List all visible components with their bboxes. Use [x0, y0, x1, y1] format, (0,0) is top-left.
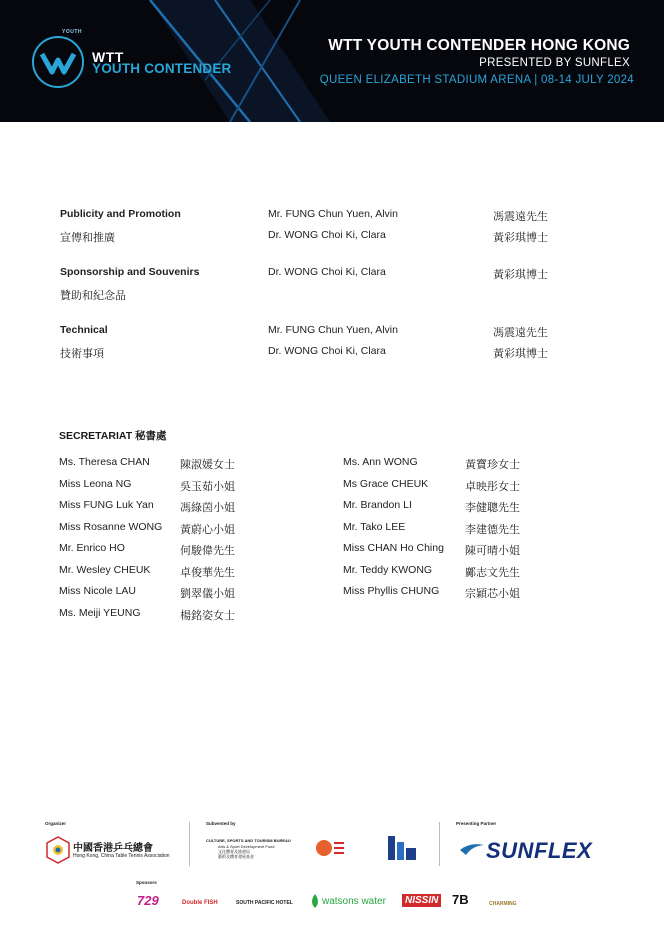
watsons-drop-icon [308, 893, 322, 909]
secretariat-name: Ms. Theresa CHAN [59, 456, 150, 468]
secretariat-name: Miss Nicole LAU [59, 585, 137, 597]
secretariat-name: Ms. Meiji YEUNG [59, 607, 141, 619]
sponsor-7b: 7B [452, 892, 469, 907]
sponsor-double-fish: Double FISH [182, 900, 218, 906]
subvented-line1: CULTURE, SPORTS AND TOURISM BUREAU [206, 838, 291, 843]
member-name: Dr. WONG Choi Ki, Clara [268, 229, 386, 241]
secretariat-name-zh: 陳可晴小姐 [465, 544, 520, 557]
secretariat-name-zh: 宗穎芯小姐 [465, 587, 520, 600]
secretariat-name: Ms. Ann WONG [343, 456, 418, 468]
logo-wtt: WTT [92, 49, 124, 65]
subvented-label: Subvented by [206, 821, 236, 826]
event-title: WTT YOUTH CONTENDER HONG KONG [328, 37, 630, 54]
secretariat-name-zh: 劉翠儀小姐 [180, 587, 235, 600]
member-name: Dr. WONG Choi Ki, Clara [268, 266, 386, 278]
sponsor-watsons-water: watsons water [322, 896, 386, 907]
secretariat-name: Mr. Wesley CHEUK [59, 564, 151, 576]
organizer-name-zh: 中國香港乒乓總會 [73, 843, 153, 854]
subvented-line2: Arts & Sport Development Fund [218, 844, 275, 849]
secretariat-name-zh: 黃蔚心小姐 [180, 523, 235, 536]
secretariat-name: Mr. Tako LEE [343, 521, 406, 533]
committee-label-en: Technical [60, 324, 108, 336]
organizer-name-en: Hong Kong, China Table Tennis Association [73, 853, 170, 859]
secretariat-name-zh: 李建德先生 [465, 523, 520, 536]
secretariat-name-zh: 黃寶珍女士 [465, 458, 520, 471]
event-venue: QUEEN ELIZABETH STADIUM ARENA | 08-14 JULY 2024 [319, 74, 634, 86]
header-banner [0, 0, 664, 122]
member-name-zh: 馮震遠先生 [493, 326, 548, 339]
hk-sports-logo-icon [384, 833, 420, 863]
secretariat-name-zh: 卓俊華先生 [180, 566, 235, 579]
subvented-line4: 藝術及體育發展基金 [218, 854, 254, 859]
secretariat-name: Miss Phyllis CHUNG [343, 585, 440, 597]
secretariat-name-zh: 吳玉茹小姐 [180, 480, 235, 493]
member-name-zh: 馮震遠先生 [493, 210, 548, 223]
member-name-zh: 黃彩琪博士 [493, 231, 548, 244]
committee-label-en: Sponsorship and Souvenirs [60, 266, 200, 278]
sunflex-swoosh-icon [458, 841, 486, 857]
secretariat-name-zh: 鄺志文先生 [465, 566, 520, 579]
sponsor-charming: CHARMING [489, 901, 517, 907]
secretariat-name-zh: 卓映彤女士 [465, 480, 520, 493]
secretariat-name-zh: 陳淑媛女士 [180, 458, 235, 471]
secretariat-name-zh: 馮綠茵小姐 [180, 501, 235, 514]
secretariat-name-zh: 李健聰先生 [465, 501, 520, 514]
sunflex-logo: SUNFLEX [486, 838, 593, 863]
member-name-zh: 黃彩琪博士 [493, 347, 548, 360]
secretariat-name: Miss FUNG Luk Yan [59, 499, 154, 511]
committee-label-zh: 技術事項 [60, 347, 104, 360]
sponsors-label: Sponsors [136, 880, 157, 885]
wtt-logo-icon [30, 34, 86, 90]
sponsor-south-pacific-hotel: SOUTH PACIFIC HOTEL [236, 900, 293, 906]
member-name: Mr. FUNG Chun Yuen, Alvin [268, 208, 398, 220]
secretariat-name: Ms Grace CHEUK [343, 478, 429, 490]
member-name-zh: 黃彩琪博士 [493, 268, 548, 281]
member-name: Mr. FUNG Chun Yuen, Alvin [268, 324, 398, 336]
secretariat-name: Mr. Teddy KWONG [343, 564, 433, 576]
sponsor-729: 729 [137, 893, 159, 908]
presenting-label: Presenting Partner [456, 821, 497, 826]
subvented-line3: 文化體育及旅遊局 [218, 849, 250, 854]
secretariat-name: Miss Rosanne WONG [59, 521, 163, 533]
event-subtitle: PRESENTED BY SUNFLEX [479, 57, 630, 69]
secretariat-title: SECRETARIAT 秘書處 [59, 430, 167, 442]
lcsd-logo-icon [315, 837, 345, 859]
secretariat-name: Miss Leona NG [59, 478, 132, 490]
logo-tiny-text: YOUTH [62, 29, 82, 35]
member-name: Dr. WONG Choi Ki, Clara [268, 345, 386, 357]
committee-label-zh: 贊助和紀念品 [60, 289, 126, 302]
footer-divider [439, 822, 440, 866]
logo-youth-contender: YOUTH CONTENDER [92, 61, 232, 76]
secretariat-name: Miss CHAN Ho Ching [343, 542, 444, 554]
organizer-label: Organizer [45, 821, 67, 826]
committee-label-en: Publicity and Promotion [60, 208, 181, 220]
sponsor-nissin: NISSIN [402, 894, 441, 907]
secretariat-name-zh: 何駿偉先生 [180, 544, 235, 557]
secretariat-name-zh: 楊銘姿女士 [180, 609, 235, 622]
secretariat-name: Mr. Brandon LI [343, 499, 412, 511]
footer-divider [189, 822, 190, 866]
hktta-logo-icon [46, 836, 70, 864]
committee-label-zh: 宣傳和推廣 [60, 231, 115, 244]
secretariat-name: Mr. Enrico HO [59, 542, 125, 554]
